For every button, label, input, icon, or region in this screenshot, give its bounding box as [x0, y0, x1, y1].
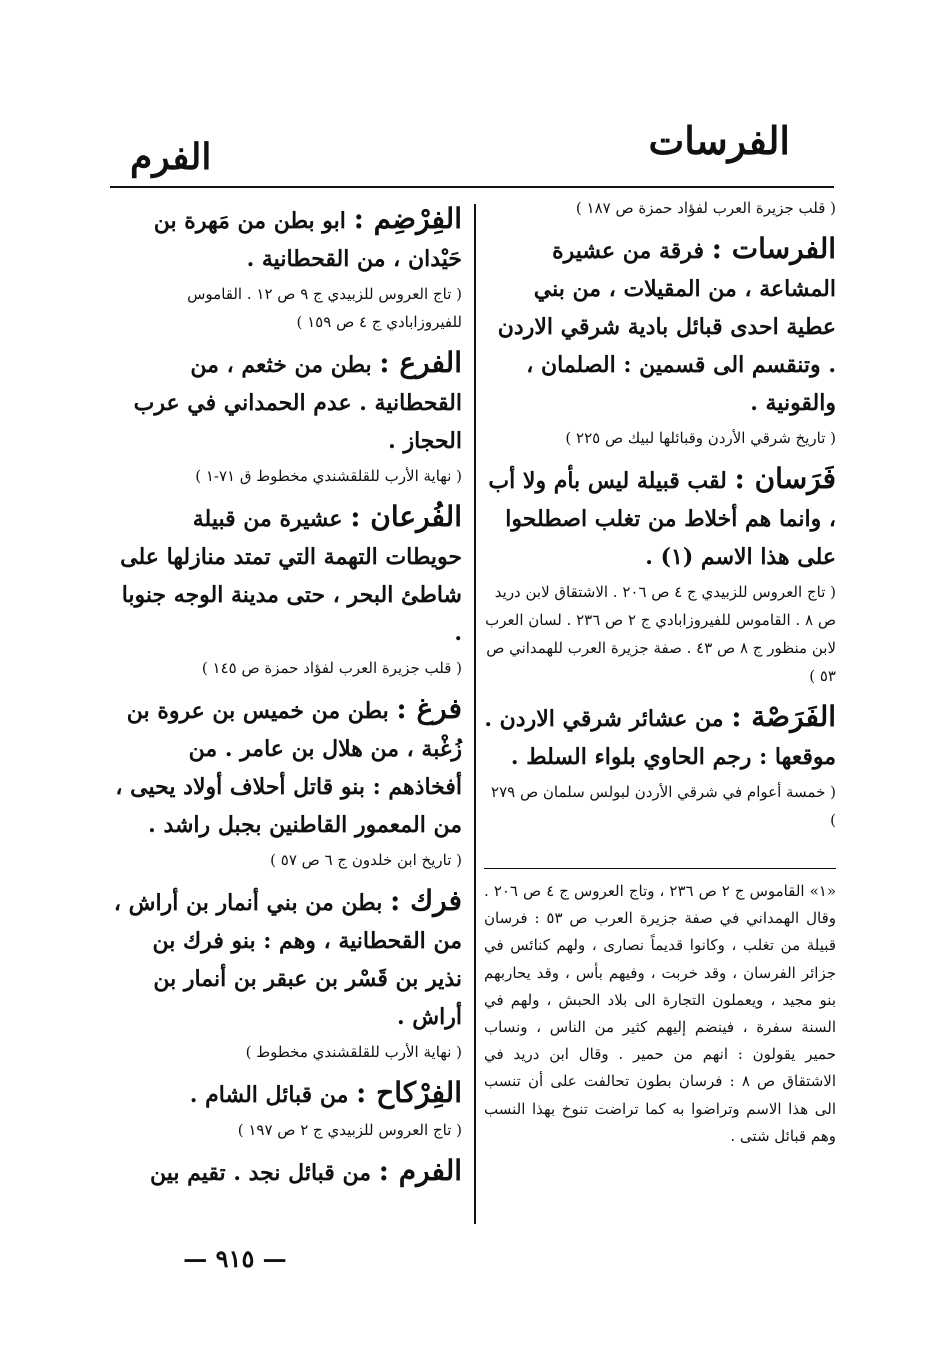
entry-alfirkah — [112, 1074, 462, 1114]
source-citation: ( تاريخ شرقي الأردن وقبائلها لبيك ص ٢٢٥ ) — [565, 429, 836, 447]
entry-headword: الفَرَصْة : — [731, 700, 836, 733]
entry-body: عشيرة من قبيلة حويطات التهمة التي تمتد منازلها على شاطئ البحر ، حتى مدينة الوجه جنوبا . — [120, 506, 462, 646]
entry-body: ابو بطن من مَهرة بن حَيْدان ، من القحطانية . — [153, 208, 462, 272]
entry-alfarsa — [484, 698, 836, 776]
right-column — [484, 192, 836, 842]
entry-body: من قبائل نجد . تقيم بين — [149, 1160, 379, 1186]
source-citation: ( نهاية الأرب للقلقشندي مخطوط ) — [245, 1043, 462, 1061]
entry-farasan — [484, 460, 836, 576]
entry-body: بطن من خميس بن عروة بن زُغْبة ، من هلال بن عامر . من أفخاذهم : بنو قاتل أحلاف أولاد يحيى ، من المعمور القاطنين بجبل راشد . — [115, 698, 462, 838]
entry-body: بطن من بني أنمار بن أراش ، من القحطانية ، وهم : بنو فرك بن نذير بن قَسْر بن عبقر بن أنمار بن أراش . — [113, 890, 462, 1030]
entry-alfar — [112, 344, 462, 460]
page-number: — ٩١٥ — — [183, 1244, 287, 1273]
column-divider — [474, 204, 476, 1224]
entry-headword: الفُرعان : — [350, 500, 462, 533]
running-header-left: الفرم — [130, 136, 212, 178]
source-citation: ( نهاية الأرب للقلقشندي مخطوط ق ٧١-١ ) — [195, 467, 462, 485]
entry-alfirdim — [112, 200, 462, 278]
entry-alfarm — [112, 1152, 462, 1192]
source-citation: ( تاج العروس للزبيدي ج ٤ ص ٢٠٦ . الاشتقاق لابن دريد ص ٨ . القاموس للفيروزابادي ج ٢ ص ٢٣٦ . لسان العرب لابن منظور ج ٨ ص ٤٣ . صفة جزيرة العرب للهمداني ص ٥٣ ) — [485, 583, 836, 685]
entry-body: من قبائل الشام . — [189, 1082, 357, 1108]
entry-headword: فرك : — [390, 884, 462, 917]
footnote: «١» القاموس ج ٢ ص ٢٣٦ ، وتاج العروس ج ٤ ص ٢٠٦ . وقال الهمداني في صفة جزيرة العرب ص ٥٣ : فرسان قبيلة من تغلب ، وكانوا قديماً نصارى ، ولهم كنائس في جزائر الفرسان ، وقد خربت ، وفيهم بأس ، وقد يحاربهم بنو مجيد ، ويعملون التجارة الى بلاد الحبش ، ولهم في السنة سفرة ، فينضم إليهم كثير من الناس ، ونساب حمير يقولون : انهم من حمير . وقال ابن دريد في الاشتقاق ص ٨ : فرسان بطون تحالفت على أن تنسب الى هذا الاسم وتراضوا به كما تراضت تنوخ بهذا النسب وهم قبائل شتى . — [484, 882, 837, 1145]
source-citation: ( تاج العروس للزبيدي ج ٢ ص ١٩٧ ) — [237, 1121, 462, 1139]
entry-headword: الفرسات : — [711, 232, 836, 265]
entry-headword: فَرَسان : — [734, 462, 836, 495]
entry-headword: الفِرْضِم : — [353, 202, 462, 235]
entry-headword: الفِرْكاح : — [356, 1076, 462, 1109]
entry-headword: الفرع : — [379, 346, 462, 379]
source-citation: ( قلب جزيرة العرب لفؤاد حمزة ص ١٨٧ ) — [575, 199, 836, 217]
footnote-rule — [484, 868, 836, 869]
source-citation: ( قلب جزيرة العرب لفؤاد حمزة ص ١٤٥ ) — [201, 659, 462, 677]
source-citation: ( تاريخ ابن خلدون ج ٦ ص ٥٧ ) — [270, 851, 462, 869]
source-citation: ( خمسة أعوام في شرقي الأردن لبولس سلمان ص ٢٧٩ ) — [491, 783, 836, 829]
entry-headword: الفرم : — [378, 1154, 462, 1187]
header-rule — [110, 186, 834, 188]
entry-body: بطن من خثعم ، من القحطانية . عدم الحمداني في عرب الحجاز . — [133, 352, 462, 454]
source-citation: ( تاج العروس للزبيدي ج ٩ ص ١٢ . القاموس للفيروزابادي ج ٤ ص ١٥٩ ) — [187, 285, 462, 331]
entry-alfursat — [484, 230, 836, 422]
running-header-right: الفرسات — [648, 118, 790, 163]
entry-alfuran — [112, 498, 462, 652]
left-column — [112, 200, 462, 1192]
entry-body: لقب قبيلة ليس بأم ولا أب ، وانما هم أخلاط من تغلب اصطلحوا على هذا الاسم (١) . — [488, 468, 836, 570]
entry-body: فرقة من عشيرة المشاعة ، من المقيلات ، من بني عطية احدى قبائل بادية شرقي الاردن . وتنقسم الى قسمين : الصلمان ، والقونية . — [497, 238, 836, 416]
entry-body: من عشائر شرقي الاردن . موقعها : رجم الحاوي بلواء السلط . — [484, 706, 836, 770]
entry-headword: فرغ : — [396, 692, 462, 725]
entry-fargh — [112, 690, 462, 844]
entry-farak — [112, 882, 462, 1036]
